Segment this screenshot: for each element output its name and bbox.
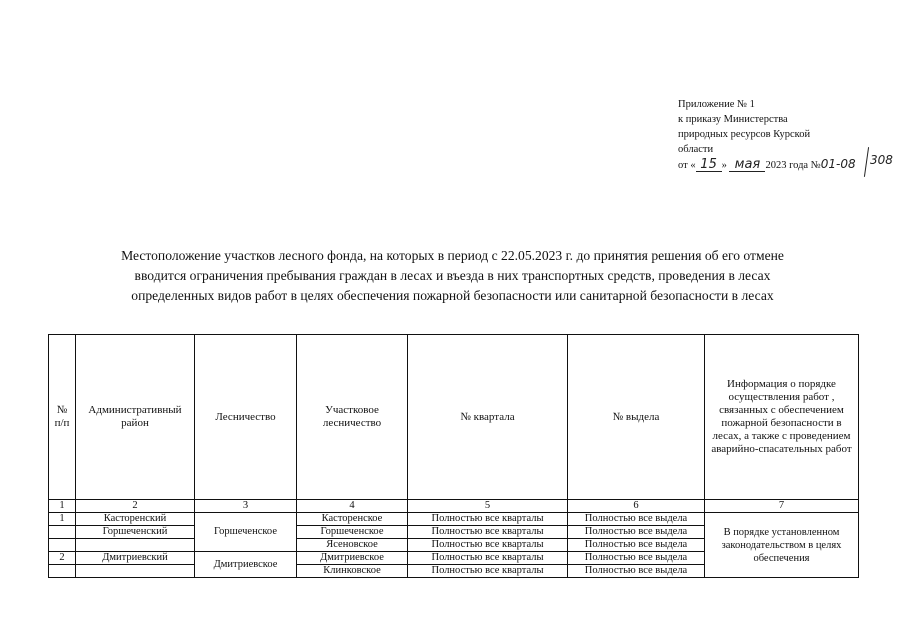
row-number	[49, 565, 76, 578]
row-forestry: Горшеченское	[195, 513, 297, 552]
order-suffix-handwritten: 308	[870, 153, 893, 167]
date-mid: »	[721, 160, 727, 171]
row-district	[76, 565, 195, 578]
row-district	[76, 539, 195, 552]
appendix-line-2: к приказу Министерства	[678, 114, 788, 125]
header-local-forestry: Участковое лесничество	[297, 335, 408, 500]
row-local-forestry: Ясеновское	[297, 539, 408, 552]
header-info: Информация о порядке осуществления работ , связанных с обеспечением пожарной безопасности в лесах, а также с проведением аварийно-спасательных работ	[705, 335, 859, 500]
row-forestry: Дмитриевское	[195, 552, 297, 578]
row-number	[49, 539, 76, 552]
date-day-handwritten: 15	[696, 159, 722, 172]
row-quarter: Полностью все кварталы	[408, 565, 568, 578]
date-month-handwritten: мая	[729, 159, 765, 172]
row-plot: Полностью все выдела	[568, 565, 705, 578]
title-line-3: определенных видов работ в целях обеспечения пожарной безопасности или санитарной безопасности в лесах	[131, 288, 774, 303]
row-district: Касторенский	[76, 513, 195, 526]
row-info: В порядке установленном законодательством в целях обеспечения	[705, 513, 859, 578]
appendix-line-4: области	[678, 144, 714, 155]
row-number: 2	[49, 552, 76, 565]
row-district: Горшеченский	[76, 526, 195, 539]
title-line-1: Местоположение участков лесного фонда, на которых в период с 22.05.2023 г. до принятия решения об его отмене	[121, 248, 784, 263]
column-number-row	[49, 500, 859, 513]
column-number: 7	[705, 500, 859, 513]
column-number: 3	[195, 500, 297, 513]
header-district: Административный район	[76, 335, 195, 500]
row-plot: Полностью все выдела	[568, 539, 705, 552]
table-header-row	[49, 335, 859, 500]
appendix-line-3: природных ресурсов Курской	[678, 129, 811, 140]
column-number: 5	[408, 500, 568, 513]
document-title	[60, 246, 845, 306]
row-local-forestry: Клинковское	[297, 565, 408, 578]
row-quarter: Полностью все кварталы	[408, 539, 568, 552]
row-local-forestry: Дмитриевское	[297, 552, 408, 565]
header-quarter: № квартала	[408, 335, 568, 500]
header-plot: № выдела	[568, 335, 705, 500]
column-number: 1	[49, 500, 76, 513]
column-number: 2	[76, 500, 195, 513]
row-quarter: Полностью все кварталы	[408, 513, 568, 526]
order-date-line	[678, 153, 893, 173]
row-local-forestry: Горшеченское	[297, 526, 408, 539]
row-plot: Полностью все выдела	[568, 526, 705, 539]
row-number	[49, 526, 76, 539]
row-number: 1	[49, 513, 76, 526]
row-quarter: Полностью все кварталы	[408, 526, 568, 539]
table-row	[49, 513, 859, 526]
appendix-block	[678, 97, 893, 173]
forest-plots-table	[48, 334, 859, 578]
date-year: 2023 года №	[765, 160, 821, 171]
order-number-handwritten: 01-08	[820, 157, 856, 171]
header-forestry: Лесничество	[195, 335, 297, 500]
row-plot: Полностью все выдела	[568, 513, 705, 526]
title-line-2: вводится ограничения пребывания граждан в лесах и въезда в них транспортных средств, проведения в лесах	[134, 268, 771, 283]
row-plot: Полностью все выдела	[568, 552, 705, 565]
date-prefix: от «	[678, 160, 696, 171]
row-district: Дмитриевский	[76, 552, 195, 565]
header-number: № п/п	[49, 335, 76, 500]
row-quarter: Полностью все кварталы	[408, 552, 568, 565]
row-local-forestry: Касторенское	[297, 513, 408, 526]
appendix-line-1: Приложение № 1	[678, 99, 755, 110]
column-number: 6	[568, 500, 705, 513]
column-number: 4	[297, 500, 408, 513]
